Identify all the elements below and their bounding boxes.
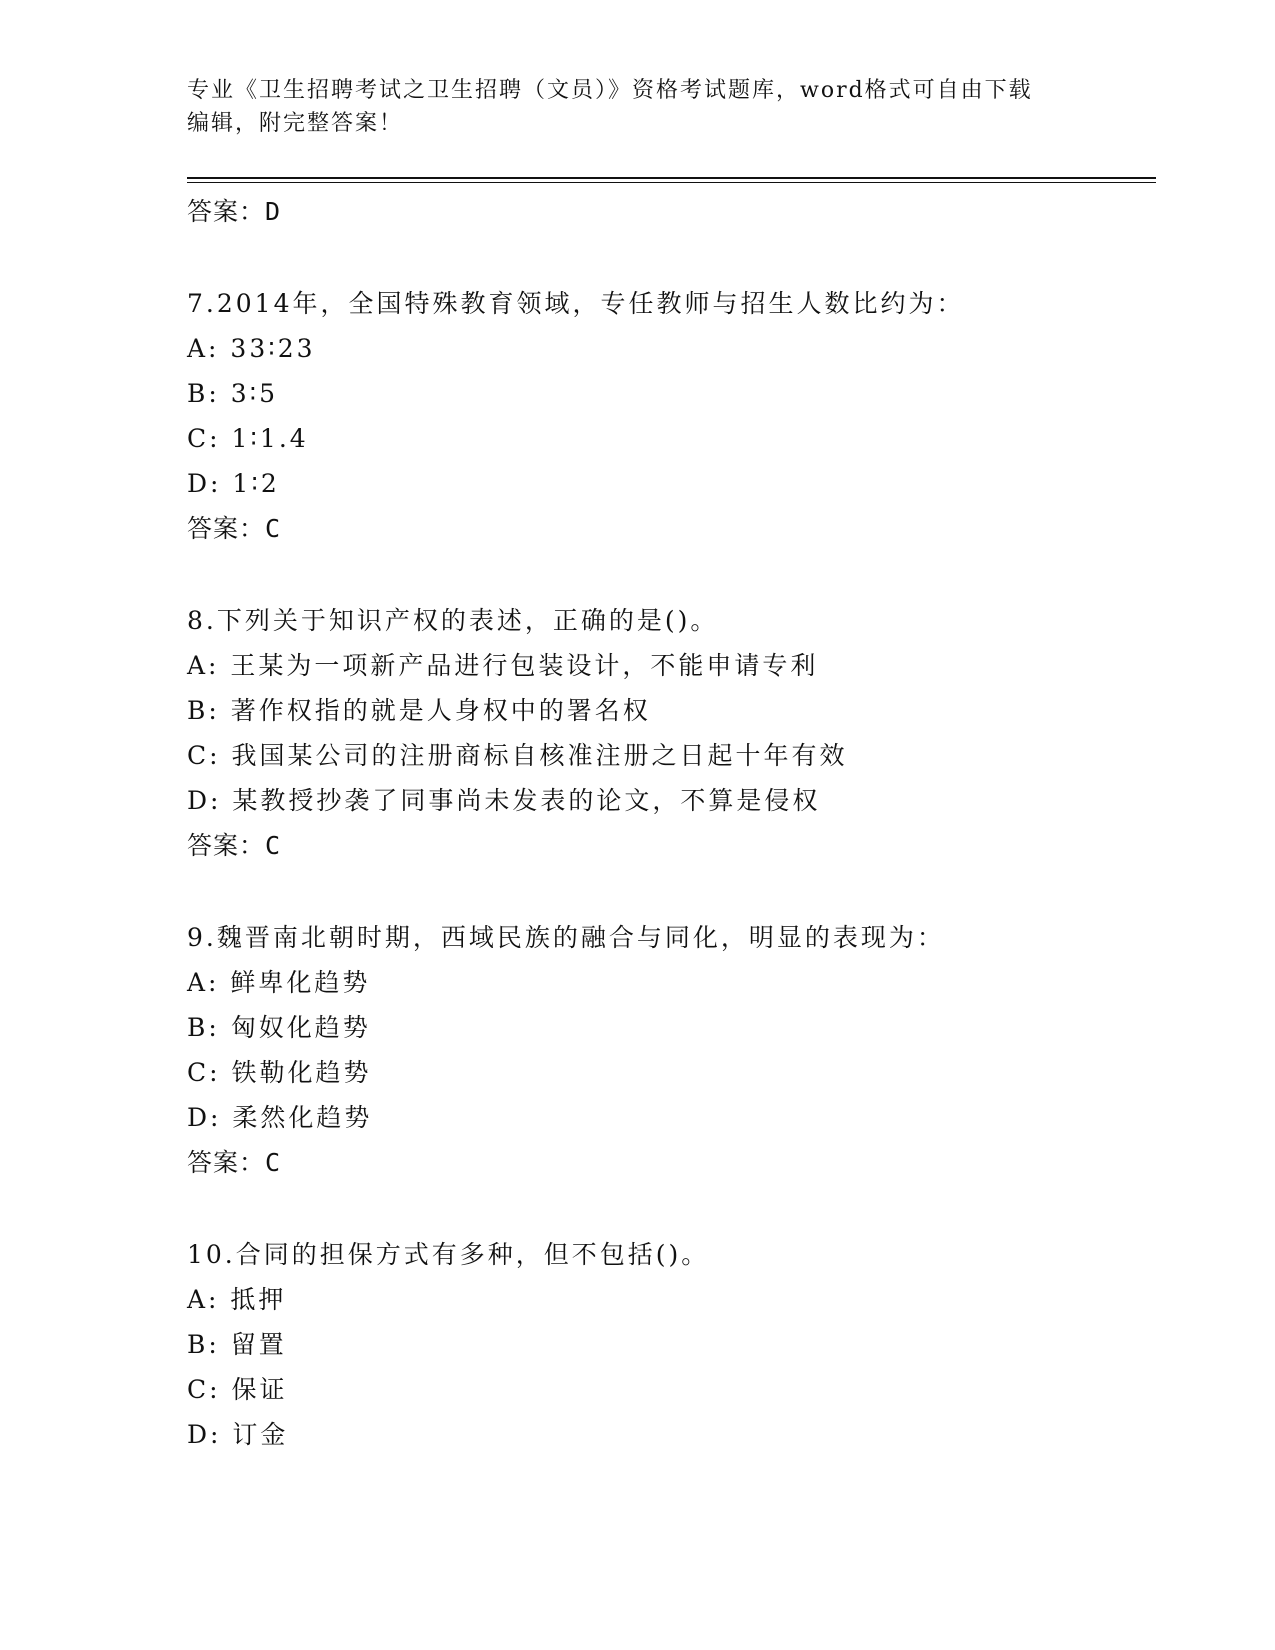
option-a: A: 鲜卑化趋势 (187, 968, 371, 997)
option-d: D: 1∶2 (187, 469, 280, 498)
option-d: D: 柔然化趋势 (187, 1103, 373, 1132)
header-divider-thin (187, 182, 1156, 183)
question-10 (187, 1232, 1147, 1457)
header-divider-thick (187, 177, 1156, 179)
answer: 答案：C (187, 831, 282, 860)
option-a: A: 王某为一项新产品进行包装设计，不能申请专利 (187, 651, 819, 680)
question-text: 7.2014年，全国特殊教育领域，专任教师与招生人数比约为： (187, 289, 965, 318)
option-d: D: 某教授抄袭了同事尚未发表的论文，不算是侵权 (187, 786, 821, 815)
question-text: 8.下列关于知识产权的表述，正确的是()。 (187, 606, 719, 635)
option-c: C: 我国某公司的注册商标自核准注册之日起十年有效 (187, 741, 848, 770)
question-text: 10.合同的担保方式有多种，但不包括()。 (187, 1240, 710, 1269)
answer: 答案：C (187, 1148, 282, 1177)
option-a: A: 抵押 (187, 1285, 287, 1314)
option-a: A: 33∶23 (187, 334, 316, 363)
document-header (187, 74, 1087, 140)
question-list (187, 189, 1147, 1457)
question-8 (187, 598, 1147, 868)
option-d: D: 订金 (187, 1420, 289, 1449)
option-c: C: 保证 (187, 1375, 288, 1404)
question-7 (187, 281, 1147, 551)
header-line-1: 专业《卫生招聘考试之卫生招聘（文员）》资格考试题库，word格式可自由下载 (187, 78, 1033, 103)
option-c: C: 1∶1.4 (187, 424, 309, 453)
option-b: B: 著作权指的就是人身权中的署名权 (187, 696, 651, 725)
option-c: C: 铁勒化趋势 (187, 1058, 372, 1087)
option-b: B: 留置 (187, 1330, 287, 1359)
header-line-2: 编辑，附完整答案！ (187, 111, 404, 136)
answer: 答案：C (187, 514, 282, 543)
option-b: B: 3∶5 (187, 379, 279, 408)
previous-answer: 答案：D (187, 197, 282, 226)
question-9 (187, 915, 1147, 1185)
option-b: B: 匈奴化趋势 (187, 1013, 371, 1042)
question-text: 9.魏晋南北朝时期，西域民族的融合与同化，明显的表现为： (187, 923, 945, 952)
